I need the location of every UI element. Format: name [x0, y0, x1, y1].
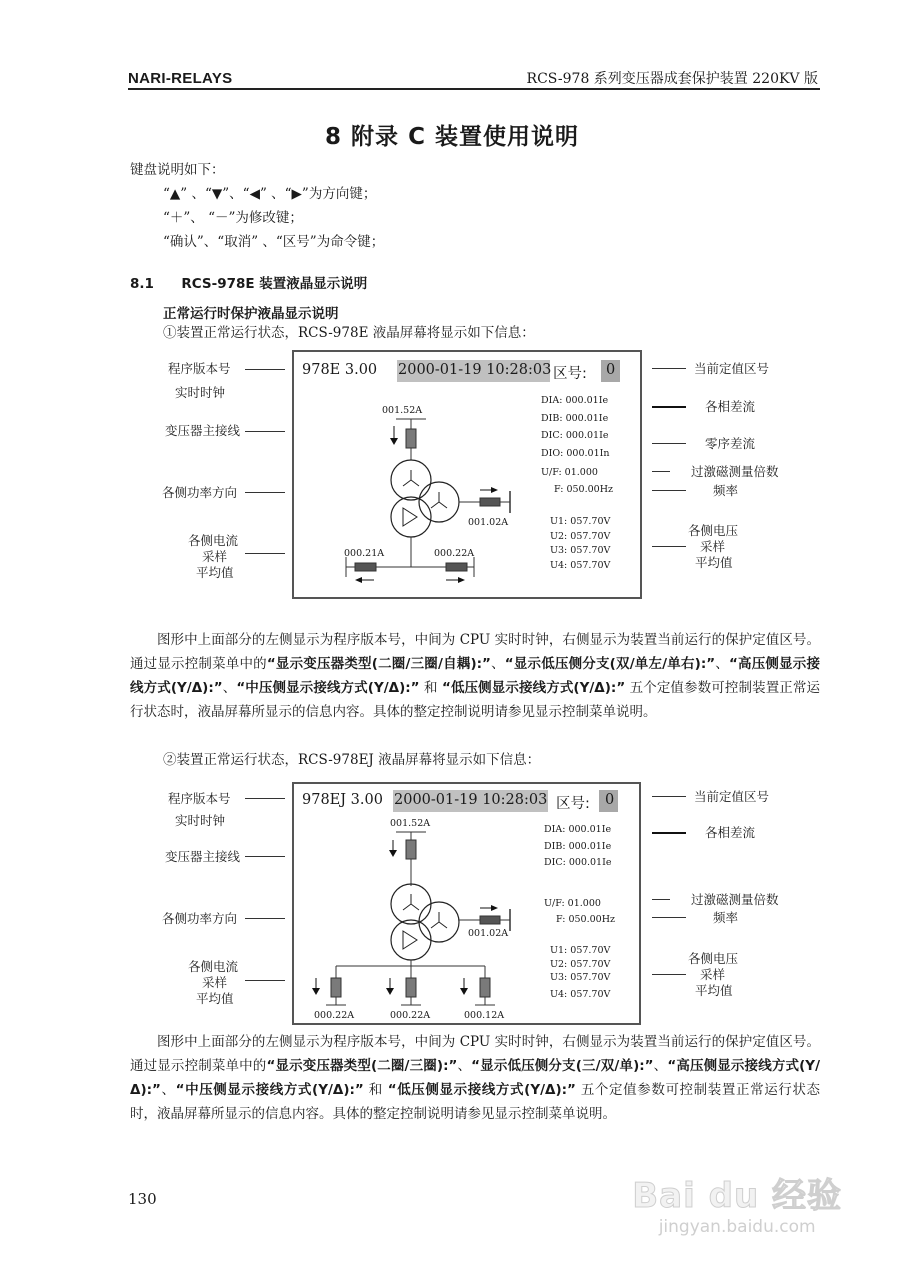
diff-current-list — [541, 392, 610, 462]
keyboard-line-arrows: “▲” 、“▼”、“◀” 、“▶”为方向键； — [163, 186, 377, 202]
voltage-u4: U4: 057.70V — [550, 988, 611, 1000]
realtime-clock: 2000-01-19 10:28:03 — [394, 792, 548, 808]
arrow-down-icon — [460, 988, 468, 995]
label-voltage-avg-2: 采样 — [700, 539, 726, 554]
current-mv: 001.02A — [468, 517, 509, 528]
leader-line — [245, 369, 285, 370]
label-clock: 实时时钟 — [175, 385, 226, 400]
page-number: 130 — [128, 1190, 157, 1208]
label-frequency: 频率 — [713, 910, 739, 925]
realtime-clock: 2000-01-19 10:28:03 — [398, 362, 552, 378]
page-title: 8 附录 C 装置使用说明 — [325, 124, 579, 150]
label-power-direction: 各侧功率方向 — [162, 911, 238, 926]
arrow-down-icon — [390, 438, 398, 445]
label-clock: 实时时钟 — [175, 813, 226, 828]
label-current-avg-1: 各侧电流 — [188, 533, 239, 548]
diff-current-b: DIB: 000.01Ie — [544, 840, 612, 852]
leader-line — [245, 492, 285, 493]
voltage-list — [550, 515, 610, 573]
label-phase-diff: 各相差流 — [705, 399, 756, 414]
baidu-watermark — [632, 1168, 842, 1237]
label-overexcitation: 过激磁测量倍数 — [691, 892, 779, 907]
current-lv-right: 000.22A — [434, 548, 475, 559]
leader-line — [245, 431, 285, 432]
diff-current-a: DIA: 000.01Ie — [541, 395, 609, 406]
arrow-right-icon — [491, 487, 498, 493]
leader-line — [652, 368, 686, 369]
diff-current-zero: DIO: 000.01In — [541, 447, 610, 459]
leader-line — [652, 796, 686, 797]
figure2-caption: ②装置正常运行状态，RCS-978EJ 液晶屏幕将显示如下信息： — [163, 752, 541, 768]
leader-line — [652, 832, 686, 834]
section-title: RCS-978E 装置液晶显示说明 — [181, 276, 368, 292]
frequency: F: 050.00Hz — [554, 484, 614, 495]
voltage-u3: U3: 057.70V — [550, 545, 611, 556]
label-frequency: 频率 — [713, 483, 739, 498]
label-voltage-avg-3: 平均值 — [695, 555, 733, 570]
leader-line — [652, 546, 686, 547]
label-version: 程序版本号 — [168, 791, 231, 806]
voltage-u4: U4: 057.70V — [550, 559, 611, 571]
leader-line — [652, 917, 686, 918]
diff-current-b: DIB: 000.01Ie — [541, 412, 609, 424]
voltage-u3: U3: 057.70V — [550, 972, 611, 983]
current-lv-left: 000.21A — [344, 548, 385, 559]
firmware-version: 978EJ 3.00 — [302, 792, 383, 808]
section-number: 8.1 — [130, 276, 154, 292]
label-voltage-avg-2: 采样 — [700, 967, 726, 982]
firmware-version: 978E 3.00 — [302, 362, 378, 378]
voltage-u2: U2: 057.70V — [550, 958, 611, 970]
leader-line — [652, 974, 686, 975]
leader-line — [245, 798, 285, 799]
doc-title: RCS-978 系列变压器成套保护装置 220KV 版 — [526, 71, 818, 87]
label-current-avg-3: 平均值 — [196, 565, 234, 580]
label-overexcitation: 过激磁测量倍数 — [691, 464, 779, 479]
keyboard-line-command: “确认”、“取消” 、“区号”为命令键； — [163, 234, 385, 250]
zone-value: 0 — [605, 792, 615, 808]
label-current-avg-3: 平均值 — [196, 991, 234, 1006]
diff-current-c: DIC: 000.01Ie — [544, 857, 612, 868]
arrow-right-icon — [458, 577, 465, 583]
frequency: F: 050.00Hz — [556, 914, 616, 925]
keyboard-intro: 键盘说明如下： — [130, 162, 225, 178]
voltage-u2: U2: 057.70V — [550, 530, 611, 542]
label-current-avg-1: 各侧电流 — [188, 959, 239, 974]
zone-label: 区号: — [553, 366, 587, 382]
label-version: 程序版本号 — [168, 361, 231, 376]
arrow-down-icon — [386, 988, 394, 995]
overexcitation-ratio: U/F: 01.000 — [541, 467, 598, 478]
overexcitation-ratio: U/F: 01.000 — [544, 898, 601, 909]
leader-line — [245, 980, 285, 981]
current-mv: 001.02A — [468, 928, 509, 939]
leader-line — [245, 856, 285, 857]
label-wiring: 变压器主接线 — [165, 849, 241, 864]
zone-value: 0 — [606, 362, 616, 378]
leader-line — [652, 406, 686, 408]
label-wiring: 变压器主接线 — [165, 423, 241, 438]
leader-line — [652, 471, 670, 472]
label-power-direction: 各侧功率方向 — [162, 485, 238, 500]
leader-line — [245, 918, 285, 919]
leader-line — [652, 443, 686, 444]
label-current-avg-2: 采样 — [202, 549, 228, 564]
arrow-down-icon — [312, 988, 320, 995]
lcd-screen-978e — [292, 350, 642, 599]
label-voltage-avg-1: 各侧电压 — [688, 951, 739, 966]
current-hv: 001.52A — [390, 818, 431, 829]
arrow-down-icon — [389, 850, 397, 857]
label-zone: 当前定值区号 — [694, 361, 770, 376]
paragraph-2: 图形中上面部分的左侧显示为程序版本号，中间为 CPU 实时时钟，右侧显示为装置当前运行的保护定值区号。通过显示控制菜单中的“显示变压器类型(二圈/三圈):”、“显示低压侧分支(三/双/单):”、“高压侧显示接线方式(Y/Δ):”、“中压侧显示接线方式(Y/Δ):” 和 “低压侧显示接线方式(Y/Δ):” 五个定值参数可控制装置正常运行状态时，液晶屏幕所显示的信息内容。具体的整定控制说明请参见显示控制菜单说明。 — [130, 1034, 821, 1122]
voltage-list — [550, 944, 610, 1001]
label-current-avg-2: 采样 — [202, 975, 228, 990]
header-rule — [128, 88, 820, 90]
voltage-u1: U1: 057.70V — [550, 945, 611, 956]
diff-current-a: DIA: 000.01Ie — [544, 824, 612, 835]
watermark-brand: Bai du 经验 — [632, 1176, 842, 1216]
figure1-caption: ①装置正常运行状态，RCS-978E 液晶屏幕将显示如下信息： — [163, 325, 535, 341]
zone-label: 区号: — [556, 796, 590, 812]
arrow-left-icon — [355, 577, 362, 583]
paragraph-1: 图形中上面部分的左侧显示为程序版本号，中间为 CPU 实时时钟，右侧显示为装置当前运行的保护定值区号。通过显示控制菜单中的“显示变压器类型(二圈/三圈/自耦):”、“显示低压侧分支(双/单左/单右):”、“高压侧显示接线方式(Y/Δ):”、“中压侧显示接线方式(Y/Δ):” 和 “低压侧显示接线方式(Y/Δ):” 五个定值参数可控制装置正常运行状态时，液晶屏幕所显示的信息内容。具体的整定控制说明请参见显示控制菜单说明。 — [130, 632, 821, 720]
label-phase-diff: 各相差流 — [705, 825, 756, 840]
label-zone: 当前定值区号 — [694, 789, 770, 804]
watermark-url: jingyan.baidu.com — [658, 1217, 816, 1237]
diff-current-list — [544, 822, 611, 872]
current-lv-1: 000.22A — [314, 1010, 355, 1021]
keyboard-line-modify: “＋”、 “－”为修改键； — [163, 210, 303, 226]
diff-current-c: DIC: 000.01Ie — [541, 430, 609, 441]
current-hv: 001.52A — [382, 405, 423, 416]
current-lv-3: 000.12A — [464, 1010, 505, 1021]
label-voltage-avg-1: 各侧电压 — [688, 523, 739, 538]
arrow-right-icon — [491, 905, 498, 911]
leader-line — [245, 553, 285, 554]
voltage-u1: U1: 057.70V — [550, 516, 611, 527]
label-voltage-avg-3: 平均值 — [695, 983, 733, 998]
brand-logo: NARI-RELAYS — [128, 70, 233, 87]
lcd-screen-978ej — [292, 782, 641, 1025]
subsection-title: 正常运行时保护液晶显示说明 — [163, 306, 339, 322]
current-lv-2: 000.22A — [390, 1010, 431, 1021]
leader-line — [652, 899, 670, 900]
label-zero-diff: 零序差流 — [705, 436, 756, 451]
section-heading — [130, 272, 367, 292]
leader-line — [652, 490, 686, 491]
